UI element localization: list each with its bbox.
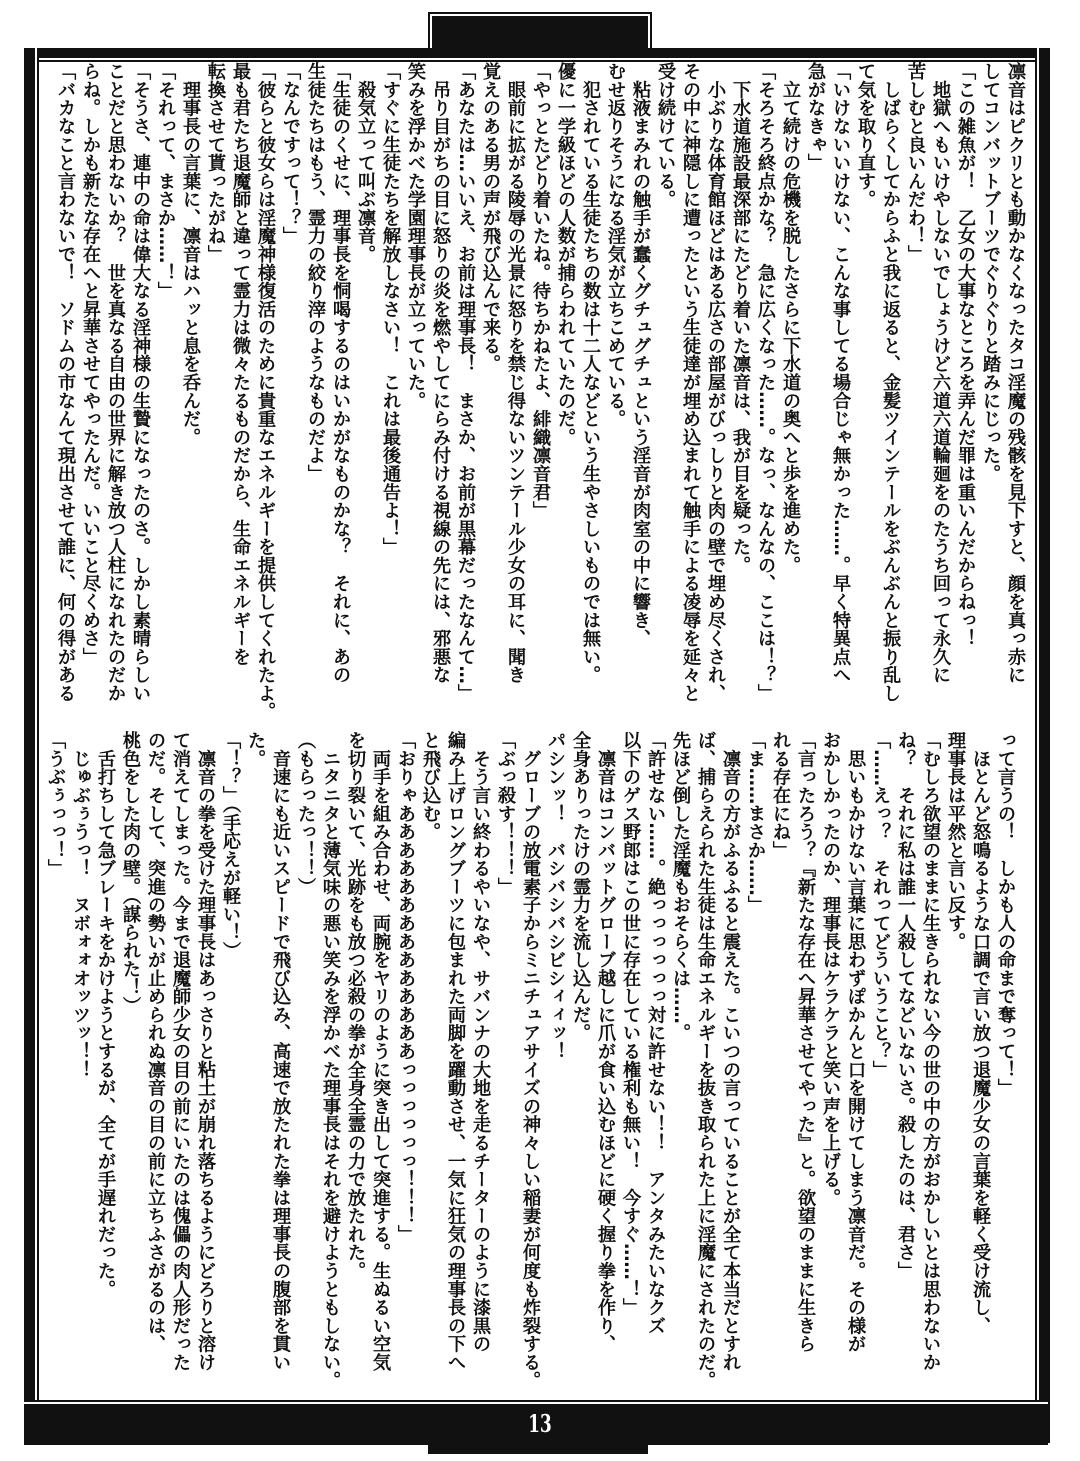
text-column: と飛び込む。 [420, 731, 441, 841]
text-column: 凛音はピクリとも動かなくなったタコ淫魔の残骸を見下すと、顔を真っ赤に [1005, 62, 1026, 684]
text-column: 吊り目がちの目に怒りの炎を燃やしてにらみ付ける視線の先には、邪悪な [430, 62, 451, 684]
text-column: 立て続けの危機を脱したさらに下水道の奥へと歩を進めた。 [780, 62, 801, 575]
text-column: 犯されている生徒たちの数は十二人などという生やさしいものでは無い。 [580, 62, 601, 684]
text-column: て気を取り直す。 [855, 62, 876, 209]
text-column: た。 [245, 731, 266, 768]
text-column: 「そうさ、連中の命は偉大なる淫神様の生贄になったのさ。しかし素晴らしい [130, 62, 151, 703]
text-column: ニタニタと薄気味の悪い笑みを浮かべた理事長はそれを避けようともしない。 [320, 731, 341, 1390]
text-column: 桃色をした肉の壁。（謀られた！） [120, 731, 141, 1015]
text-column: （もらったっ！！） [295, 731, 316, 896]
text-column: おかしかったのか、理事長はケラケラと笑い声を上げる。 [820, 731, 841, 1207]
text-column: 「許せない……。絶っっっっっっ対に許せない！！ アンタみたいなクズ [645, 731, 666, 1335]
page-frame-left [24, 48, 37, 1443]
text-column: パシンッ！ バシバシバシビシィィッ！ [545, 731, 566, 1061]
text-column: 殺気立って叫ぶ凛音。 [355, 62, 376, 264]
text-column: そう言い終わるやいなや、サバンナの大地を走るチーターのように漆黒の [470, 731, 491, 1353]
text-column: 「……えっ？ それってどういうこと？」 [870, 731, 891, 1079]
text-column: してコンバットブーツでぐりぐりと踏みにじった。 [980, 62, 1001, 483]
text-column: 全身ありったけの霊力を流し込んだ。 [570, 731, 591, 1042]
text-block-lower [43, 731, 1018, 1398]
text-column: 下水道施設最深部にたどり着いた凛音は、我が目を疑った。 [730, 62, 751, 575]
text-column: むせ返りそうになる淫気が立ちこめている。 [605, 62, 626, 428]
text-column: のだ。そして、突進の勢いが止められぬ凛音の目の前に立ちふさがるのは、 [145, 731, 166, 1353]
text-column: 「なんですって！？」 [280, 62, 301, 245]
text-column: 凛音の方がふるふると震えた。こいつの言っていることが全て本当だとすれ [720, 731, 741, 1372]
text-block-upper [53, 62, 1028, 727]
text-column: ね？ それに私は誰一人殺してなどいないさ。殺したのは、君さ」 [895, 731, 916, 1280]
text-column: 音速にも近いスピードで飛び込み、高速で放たれた拳は理事長の腹部を貫い [270, 731, 291, 1372]
text-column: 「それって、まさか……！」 [155, 62, 176, 300]
text-column: 苦しむと良いんだわ！」 [905, 62, 926, 264]
text-column: を切り裂いて、光跡をも放つ必殺の拳が全身全霊の力で放たれた。 [345, 731, 366, 1280]
text-column: 優に一学級ほどの人数が捕らわれていたのだ。 [555, 62, 576, 447]
text-column: 小ぶりな体育館ほどはある広さの部屋がびっしりと肉の壁で埋め尽くされ、 [705, 62, 726, 703]
text-column: 「彼らと彼女らは淫魔神様復活のために貴重なエネルギーを提供してくれたよ。 [255, 62, 276, 721]
text-column: 覚えのある男の声が飛び込んで来る。 [480, 62, 501, 373]
text-column: 理事長の言葉に、凛音はハッと息を呑んだ。 [180, 62, 201, 447]
text-column: 生徒たちはもう、霊力の絞り滓のようなものだよ」 [305, 62, 326, 483]
text-column: 「！？」（手応えが軽い！） [220, 731, 241, 960]
text-column: 転換させて貰ったがね」 [205, 62, 226, 264]
text-column: 「いけないいけない、こんな事してる場合じゃ無かった……。早く特異点へ [830, 62, 851, 684]
text-column: 地獄へもいけやしないでしょうけど六道六道輪廻をのたうち回って永久に [930, 62, 951, 684]
text-column: 以下のゲス野郎はこの世に存在している権利も無い！ 今すぐ……！」 [620, 731, 641, 1317]
text-column: 「すぐに生徒たちを解放しなさい！ これは最後通告よ！」 [380, 62, 401, 556]
text-column: 最も君たち退魔師と違って霊力は微々たるものだから、生命エネルギーを [230, 62, 251, 666]
text-column: らね。しかも新たな存在へと昇華させてやったんだ。いいこと尽くめさ」 [80, 62, 101, 666]
text-column: 受け続けている。 [655, 62, 676, 209]
text-column: 「バカなこと言わないで！ ソドムの市なんて現出させて誰に、何の得がある [55, 62, 76, 703]
text-column: 「あなたは…いいえ、お前は理事長！ まさか、お前が黒幕だったなんて…」 [455, 62, 476, 703]
text-column: ほとんど怒鳴るような口調で言い放つ退魔少女の言葉を軽く受け流し、 [970, 731, 991, 1335]
text-column: 「おりゃああああああああああああああっっっっっっ！！！」 [395, 731, 416, 1244]
text-column: 「むしろ欲望のままに生きられない今の世の中の方がおかしいとは思わないか [920, 731, 941, 1372]
text-column: 両手を組み合わせ、両腕をヤリのように突き出して突進する。生ぬるい空気 [370, 731, 391, 1372]
page-frame-right [1037, 48, 1050, 1443]
text-column: 粘液まみれの触手が蠢くグチュグチュという淫音が肉室の中に響き、 [630, 62, 651, 648]
text-column: 「うぶぅっっ！」 [45, 731, 66, 878]
text-column: 「生徒のくせに、理事長を恫喝するのはいかがなものかな？ それに、あの [330, 62, 351, 684]
text-column: 「この雑魚が！ 乙女の大事なところを弄んだ罪は重いんだからねっ！ [955, 62, 976, 648]
text-column: 「やっとたどり着いたね。待ちかねたよ、緋織凛音君」 [530, 62, 551, 520]
text-column: その中に神隠しに遭ったという生徒達が埋め込まれて触手による凌辱を延々と [680, 62, 701, 703]
text-column: 凛音の拳を受けた理事長はあっさりと粘土が崩れ落ちるようにどろりと溶け [195, 731, 216, 1372]
text-column: 「ぶっ殺す！！！」 [495, 731, 516, 896]
text-column: れる存在にね」 [770, 731, 791, 860]
text-column: 理事長は平然と言い反す。 [945, 731, 966, 951]
text-column: て消えてしまった。今まで退魔師少女の目の前にいたのは傀儡の肉人形だった [170, 731, 191, 1372]
text-column: 「そろそろ終点かな？ 急に広くなった……。なっ、なんなの、ここは！？」 [755, 62, 776, 703]
text-column: 思いもかけない言葉に思わずぽかんと口を開けてしまう凛音だ。その様が [845, 731, 866, 1353]
text-column: しばらくしてからふと我に返ると、金髪ツインテールをぶんぶんと振り乱し [880, 62, 901, 703]
text-column: 凛音はコンバットグローブ越しに爪が食い込むほどに硬く握り拳を作り、 [595, 731, 616, 1353]
text-column: 急がなきゃ」 [805, 62, 826, 172]
text-column: じゅぶぅうっ！ ヌボォォオッツッ！！ [70, 731, 91, 1079]
page-number: 13 [528, 1409, 552, 1438]
text-column: 舌打ちして急ブレーキをかけようとするが、全てが手遅れだった。 [95, 731, 116, 1298]
text-column: 編み上げロングブーツに包まれた両脚を躍動させ、一気に狂気の理事長の下へ [445, 731, 466, 1372]
text-column: ことだと思わないか？ 世を真なる自由の世界に解き放つ人柱になれたのだか [105, 62, 126, 703]
text-column: ば、捕らえられた生徒は生命エネルギーを抜き取られた上に淫魔にされたのだ。 [695, 731, 716, 1390]
text-column: 眼前に拡がる陵辱の光景に怒りを禁じ得ないツンテール少女の耳に、聞き [505, 62, 526, 684]
text-column: 「ま……まさか……」 [745, 731, 766, 914]
text-column: って言うの！ しかも人の命まで奪って！」 [995, 731, 1016, 1097]
page-frame-top [24, 48, 1048, 60]
text-column: 笑みを浮かべた学園理事長が立っていた。 [405, 62, 426, 410]
text-column: 先ほど倒した淫魔もおそらくは……。 [670, 731, 691, 1042]
text-column: 「言ったろう？『新たな存在へ昇華させてやった』と。欲望のままに生きら [795, 731, 816, 1353]
text-column: グローブの放電素子からミニチュアサイズの神々しい稲妻が何度も炸裂する。 [520, 731, 541, 1390]
